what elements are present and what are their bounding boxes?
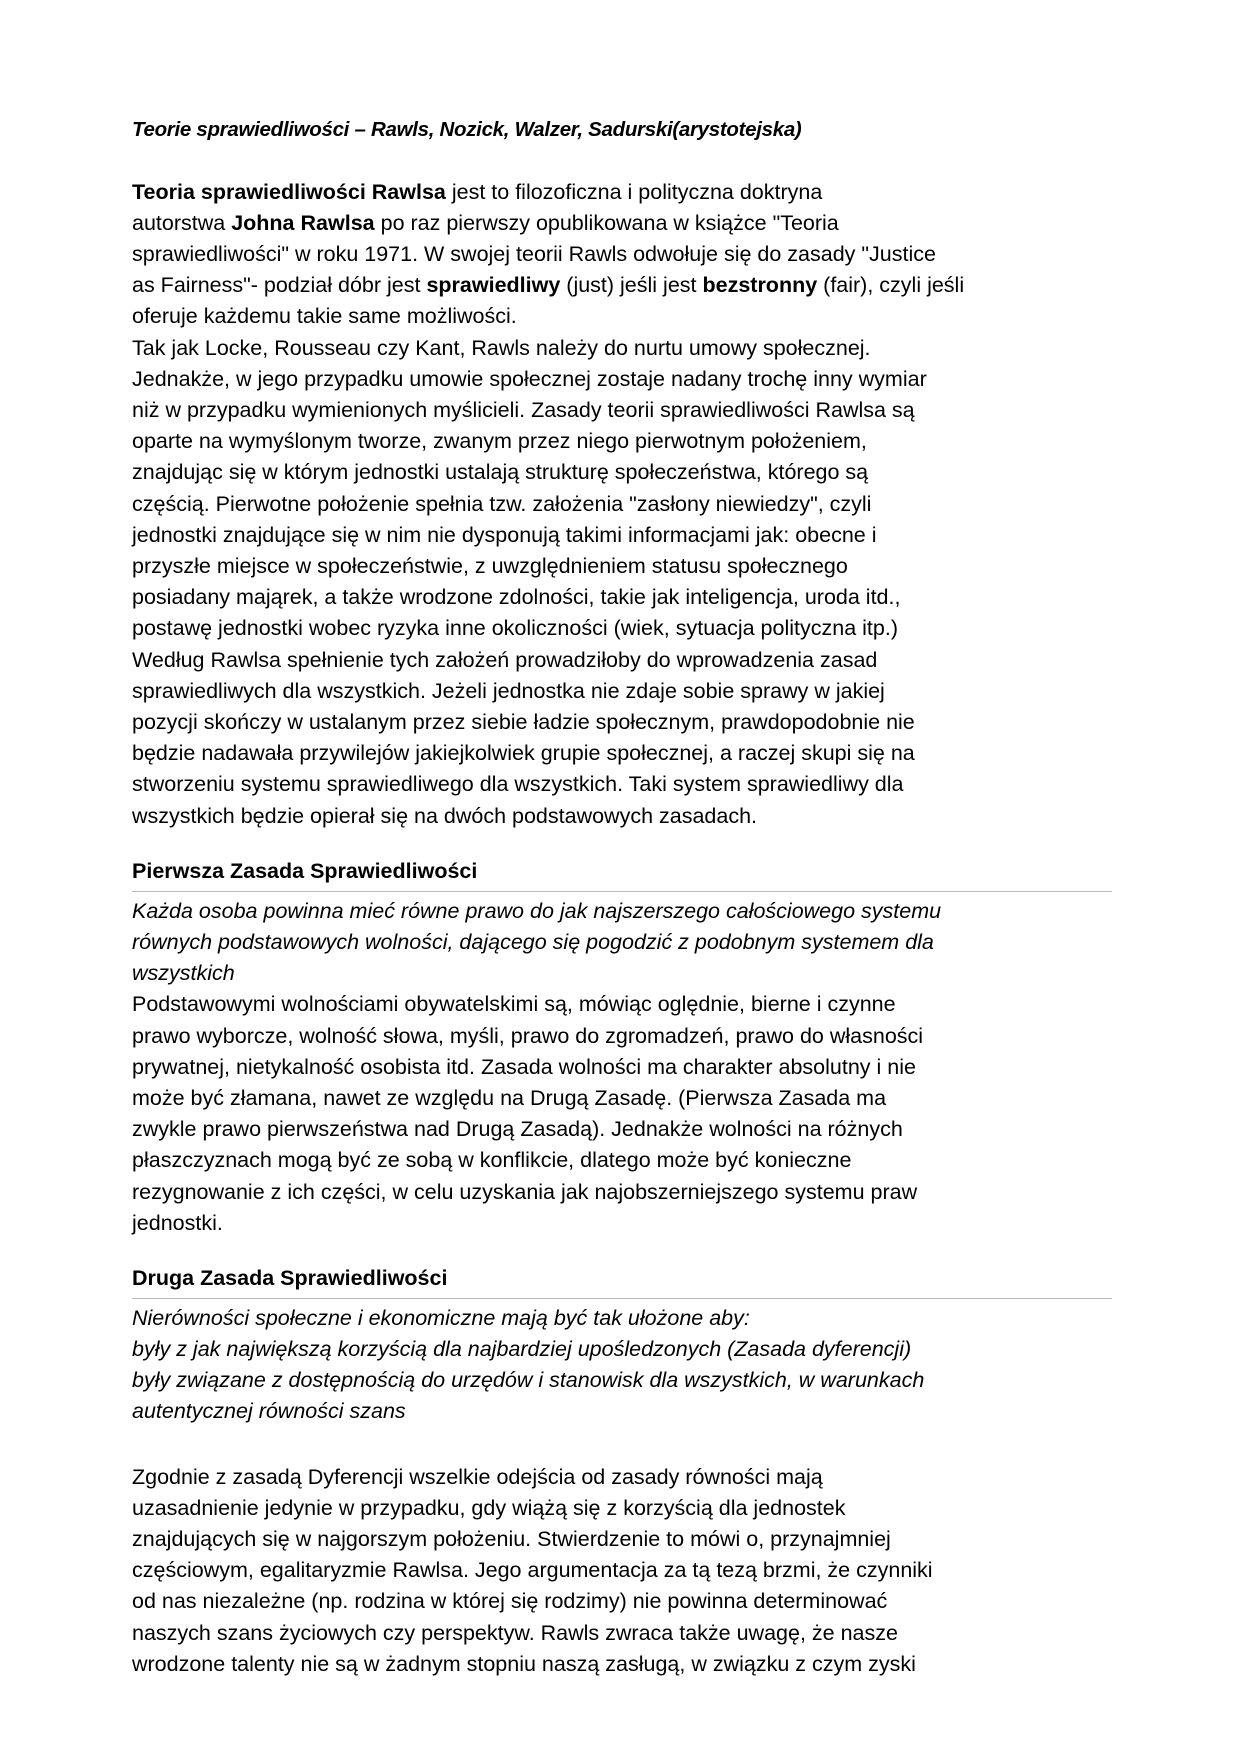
section-two-body-line-1: Zgodnie z zasadą Dyferencji wszelkie odejścia od zasady równości mają <box>132 1464 823 1489</box>
section-one-body-line-8: jednostki. <box>132 1210 223 1235</box>
spacer-before-section-one <box>132 832 1112 858</box>
section-two-divider <box>132 1298 1112 1299</box>
intro-line-4-a: as Fairness"- podział dóbr jest <box>132 273 421 298</box>
main-paragraph-line-8: przyszłe miejsce w społeczeństwie, z uwzględnieniem statusu społecznego <box>132 554 848 579</box>
main-paragraph-line-7: jednostki znajdujące się w nim nie dysponują takimi informacjami jak: obecne i <box>132 522 877 547</box>
section-two-body-line-7: wrodzone talenty nie są w żadnym stopniu naszą zasługą, w związku z czym zyski <box>132 1651 916 1676</box>
section-two-quote-line-3: były związane z dostępnością do urzędów i stanowisk dla wszystkich, w warunkach <box>132 1368 925 1393</box>
main-paragraph-line-15: stworzeniu systemu sprawiedliwego dla wszystkich. Taki system sprawiedliwy dla <box>132 772 904 797</box>
main-paragraph-line-1: Tak jak Locke, Rousseau czy Kant, Rawls należy do nurtu umowy społecznej. <box>132 335 871 360</box>
intro-line-1-rest: jest to filozoficzna i polityczna doktryna <box>451 179 823 204</box>
section-one-quote-line-2: równych podstawowych wolności, dającego się pogodzić z podobnym systemem dla <box>132 929 934 954</box>
spacer-before-section-two-body <box>132 1428 1112 1462</box>
main-paragraph-line-16: wszystkich będzie opierał się na dwóch podstawowych zasadach. <box>132 803 758 828</box>
section-two-body-line-4: częściowym, egalitaryzmie Rawlsa. Jego argumentacja za tą tezą brzmi, że czynniki <box>132 1558 933 1583</box>
section-one-body-line-6: płaszczyznach mogą być ze sobą w konflikcie, dlatego może być konieczne <box>132 1148 852 1173</box>
main-paragraph-line-4: oparte na wymyślonym tworze, zwanym przez niego pierwotnym położeniem, <box>132 429 867 454</box>
section-one-quote <box>132 896 1112 990</box>
section-one-body-line-5: zwykle prawo pierwszeństwa nad Drugą Zasadą). Jednakże wolności na różnych <box>132 1117 903 1142</box>
main-paragraph-line-11: Według Rawlsa spełnienie tych założeń prowadziłoby do wprowadzenia zasad <box>132 647 878 672</box>
intro-line-3: sprawiedliwości" w roku 1971. W swojej teorii Rawls odwołuje się do zasady "Justice <box>132 242 936 266</box>
section-one-body-line-3: prywatnej, nietykalność osobista itd. Zasada wolności ma charakter absolutny i nie <box>132 1054 916 1079</box>
intro-line-2-b: Johna <box>231 210 295 235</box>
spacer-before-section-two <box>132 1239 1112 1265</box>
section-one-heading: Pierwsza Zasada Sprawiedliwości <box>132 858 478 883</box>
intro-line-1 <box>132 177 1112 208</box>
intro-line-2 <box>132 208 1112 239</box>
section-one-body-line-4: może być złamana, nawet ze względu na Drugą Zasadę. (Pierwsza Zasada ma <box>132 1085 887 1110</box>
section-one-body-line-2: prawo wyborcze, wolność słowa, myśli, prawo do zgromadzeń, prawo do własności <box>132 1023 924 1048</box>
main-paragraph-line-6: częścią. Pierwotne położenie spełnia tzw. założenia "zasłony niewiedzy", czyli <box>132 491 872 516</box>
intro-line-2-a: autorstwa <box>132 210 226 235</box>
main-paragraph-line-2: Jednakże, w jego przypadku umowie społecznej zostaje nadany trochę inny wymiar <box>132 366 927 391</box>
main-paragraph-line-9: posiadany mająrek, a także wrodzone zdolności, takie jak inteligencja, uroda itd., <box>132 585 901 610</box>
main-paragraph-line-3: niż w przypadku wymienionych myślicieli. Zasady teorii sprawiedliwości Rawlsa są <box>132 398 915 423</box>
intro-bold-sprawiedliwy: sprawiedliwy <box>426 273 561 298</box>
main-paragraph-line-12: sprawiedliwych dla wszystkich. Jeżeli jednostka nie zdaje sobie sprawy w jakiej <box>132 678 885 703</box>
section-two-body <box>132 1462 1112 1680</box>
section-one-body <box>132 989 1112 1239</box>
main-paragraph-line-14: będzie nadawała przywilejów jakiejkolwiek grupie społecznej, a raczej skupi się na <box>132 741 915 766</box>
intro-bold-bezstronny: bezstronny <box>702 273 818 298</box>
intro-line-4-e: (fair), czyli jeśli <box>823 273 965 298</box>
intro-line-2-d: po raz pierwszy opublikowana w książce "Teoria <box>380 210 839 235</box>
section-one-body-line-7: rezygnowanie z ich części, w celu uzyskania jak najobszerniejszego systemu praw <box>132 1179 918 1204</box>
section-two-body-line-6: naszych szans życiowych czy perspektyw. Rawls zwraca także uwagę, że nasze <box>132 1620 898 1645</box>
intro-line-2-c: Rawlsa <box>300 210 375 235</box>
intro-line-5: oferuje każdemu takie same możliwości. <box>132 304 517 329</box>
main-paragraph-line-5: znajdując się w którym jednostki ustalają strukturę społeczeństwa, którego są <box>132 460 869 485</box>
section-two-body-line-3: znajdujących się w najgorszym położeniu. Stwierdzenie to mówi o, przynajmniej <box>132 1527 891 1552</box>
main-paragraph-line-13: pozycji skończy w ustalanym przez siebie ładzie społecznym, prawdopodobnie nie <box>132 710 915 735</box>
section-two-quote <box>132 1303 1112 1428</box>
main-paragraph-line-10: postawę jednostki wobec ryzyka inne okoliczności (wiek, sytuacja polityczna itp.) <box>132 616 898 641</box>
intro-line-4-c: (just) jeśli jest <box>566 273 697 298</box>
section-one-body-line-1: Podstawowymi wolnościami obywatelskimi są, mówiąc oględnie, bierne i czynne <box>132 992 896 1017</box>
section-two-quote-line-4: autentycznej równości szans <box>132 1399 406 1424</box>
section-one-divider <box>132 891 1112 892</box>
document-title: Teorie sprawiedliwości – Rawls, Nozick, Walzer, Sadurski(arystotejska) <box>132 118 802 141</box>
main-paragraph <box>132 333 1112 832</box>
section-one-quote-line-1: Każda osoba powinna mieć równe prawo do jak najszerszego całościowego systemu <box>132 898 942 923</box>
section-two-quote-line-1: Nierówności społeczne i ekonomiczne mają być tak ułożone aby: <box>132 1305 750 1330</box>
section-two-quote-line-2: były z jak największą korzyścią dla najbardziej upośledzonych (Zasada dyferencji) <box>132 1337 912 1362</box>
intro-paragraph <box>132 177 1112 333</box>
section-two-body-line-2: uzasadnienie jedynie w przypadku, gdy wiążą się z korzyścią dla jednostek <box>132 1495 846 1520</box>
section-one-quote-line-3: wszystkich <box>132 961 235 986</box>
intro-lead-bold: Teoria sprawiedliwości Rawlsa <box>132 179 446 204</box>
section-two-heading: Druga Zasada Sprawiedliwości <box>132 1265 448 1290</box>
intro-line-4 <box>132 270 1112 301</box>
section-two-body-line-5: od nas niezależne (np. rodzina w której się rodzimy) nie powinna determinować <box>132 1589 888 1614</box>
